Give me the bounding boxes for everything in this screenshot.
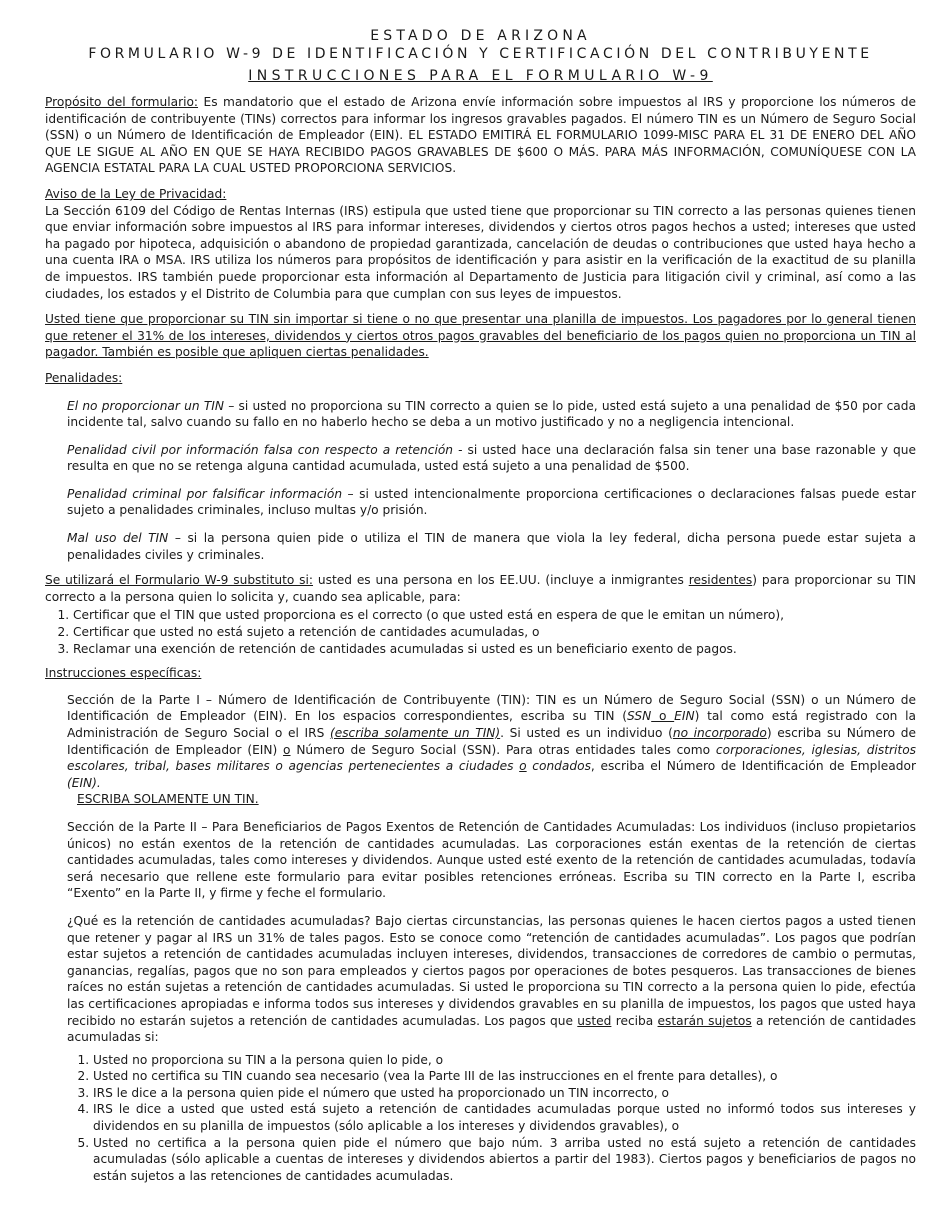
specific-instructions-heading: Instrucciones específicas:: [45, 666, 202, 681]
usted-term: usted: [577, 1013, 612, 1028]
privacy-text: La Sección 6109 del Código de Rentas Internas (IRS) estipula que usted tiene que proporcionar su TIN correcto a las personas quienes tienen que enviar información sobre impuestos al IRS para informar intereses, dividendos y ciertos otros pagos hechos a usted; intereses que usted ha pagado por hipoteca, adquisición o abandono de propiedad garantizada, cancelación de deudas o contribuciones que usted haya hecho a una cuenta IRA o MSA. IRS utiliza los números para propósitos de identificación y para asistir en la verificación de la exactitud de su planilla de impuestos. IRS también puede proporcionar esta información al Departamento de Justicia para litigación civil y criminal, así como a las ciudades, los estados y el Distrito de Columbia para que cumplan con sus leyes de impuestos.: [45, 203, 916, 301]
substitute-text-b: ) para proporcionar su TIN correcto a la persona quien lo solicita y, cuando sea aplicable, para:: [45, 573, 916, 604]
ssn-term: SSN: [627, 709, 652, 724]
list-item: 3. IRS le dice a la persona quien pide el número que usted ha proporcionado un TIN incorrecto, o: [93, 1085, 916, 1102]
penalty-text: - si usted hace una declaración falsa sin tener una base razonable y que resulta en que no se retenga alguna cantidad acumulada, usted está sujeto a una penalidad de $500.: [67, 442, 916, 474]
penalty-text: – si la persona quien pide o utiliza el TIN de manera que viola la ley federal, dicha persona puede estar sujeta a penalidades civiles y criminales.: [67, 531, 916, 562]
entities-term: corporaciones, iglesias, distritos escolares, tribal, bases militares o agencias pertenecientes a ciudades: [67, 742, 916, 774]
penalty-title: El no proporcionar un TIN: [67, 398, 224, 413]
subject-term: estarán sujetos: [657, 1013, 752, 1028]
part1-text: Número de Seguro Social (SSN). Para otras entidades tales como: [290, 742, 716, 757]
penalty-title: Penalidad civil por información falsa con respecto a retención: [67, 442, 454, 457]
penalty-item: [45, 398, 916, 431]
specific-instructions-heading-line: [45, 665, 916, 682]
unincorporated-term: no incorporado: [672, 726, 767, 740]
list-item: 3. Reclamar una exención de retención de cantidades acumuladas si usted es un beneficiario exento de pagos.: [73, 641, 916, 658]
list-item: 4. IRS le dice a usted que usted está sujeto a retención de cantidades acumuladas porque usted no informó todos sus intereses y dividendos en su planilla de impuestos (sólo aplicable a los intereses y dividendos gravables), o: [93, 1101, 916, 1134]
purpose-heading: Propósito del formulario:: [45, 95, 199, 109]
penalty-title: Mal uso del TIN: [67, 531, 169, 546]
part1-text: . Si usted es un individuo (: [500, 726, 673, 740]
penalty-title: Penalidad criminal por falsificar información: [67, 486, 343, 501]
penalty-item: [45, 442, 916, 475]
ein-term: EIN: [674, 709, 695, 724]
tin-requirement-paragraph: Usted tiene que proporcionar su TIN sin importar si tiene o no que presentar una planilla de impuestos. Los pagadores por lo general tienen que retener el 31% de los intereses, dividendos y ciertos otros pagos gravables del beneficiario de los pagos quien no proporciona un TIN al pagador. También es posible que apliquen ciertas penalidades.: [45, 312, 916, 360]
or-term: o: [519, 759, 527, 774]
substitute-paragraph: [45, 572, 916, 605]
header-state: ESTADO DE ARIZONA: [370, 28, 591, 44]
penalty-item: [45, 486, 916, 519]
penalties-heading-line: [45, 370, 916, 387]
counties-term: condados: [526, 759, 591, 774]
withholding-text: reciba: [611, 1013, 658, 1028]
privacy-heading: Aviso de la Ley de Privacidad:: [45, 186, 227, 201]
purpose-paragraph: [45, 94, 916, 177]
list-item: 2. Usted no certifica su TIN cuando sea necesario (vea la Parte III de las instrucciones en el frente para detalles), o: [93, 1068, 916, 1085]
part1-text: ) escriba su Número de Identificación de Empleador (EIN): [67, 726, 916, 757]
backup-withholding-paragraph: [45, 913, 916, 1046]
list-item: 1. Usted no proporciona su TIN a la persona quien lo pide, o: [93, 1052, 916, 1069]
residents-term: residentes: [688, 573, 753, 588]
part2-paragraph: Sección de la Parte II – Para Beneficiarios de Pagos Exentos de Retención de Cantidades Acumuladas: Los individuos (incluso propietarios únicos) no están exentos de la retención de cantidades acumuladas. Las corporaciones están exentas de la retención de ciertas cantidades acumuladas, tales como intereses y dividendos. Aunque usted esté exento de la retención de cantidades acumuladas, todavía será necesario que rellene este formulario para evitar posibles retenciones erróneas. Escriba su TIN correcto en la Parte I, escriba “Exento” en la Parte II, y firme y feche el formulario.: [67, 819, 916, 901]
part1-text: Sección de la Parte I – Número de Identificación de Contribuyente (TIN): TIN es un Número de Seguro Social (SSN) o un Número de Identificación de Empleador (EIN). En los espacios correspondientes, escriba su TIN (: [67, 692, 916, 724]
penalty-text: – si usted intencionalmente proporciona certificaciones o declaraciones falsas puede estar sujeto a penalidades criminales, incluso multas y/o prisión.: [67, 486, 916, 518]
or-term: o: [651, 709, 675, 724]
part1-text: , escriba el Número de Identificación de Empleador: [590, 759, 916, 774]
or-term: o: [283, 742, 291, 757]
penalty-item: [45, 530, 916, 563]
purpose-text: Es mandatorio que el estado de Arizona envíe información sobre impuestos al IRS y proporcione los números de identificación de contribuyente (TINs) correctos para informar los ingresos gravables pagados. El número TIN es un Número de Seguro Social (SSN) o un Número de Identificación de Empleador (EIN). EL ESTADO EMITIRÁ EL FORMULARIO 1099-MISC PARA EL 31 DE ENERO DEL AÑO QUE LE SIGUE AL AÑO EN QUE SE HAYA RECIBIDO PAGOS GRAVABLES DE $600 O MÁS. PARA MÁS INFORMACIÓN, COMUNÍQUESE CON LA AGENCIA ESTATAL PARA LA CUAL USTED PROPORCIONA SERVICIOS.: [45, 95, 916, 176]
withholding-text: a retención de cantidades acumuladas si:: [67, 1013, 916, 1045]
one-tin-emphasis: ESCRIBA SOLAMENTE UN TIN.: [77, 792, 259, 807]
withholding-text: ¿Qué es la retención de cantidades acumuladas? Bajo ciertas circunstancias, las personas quienes le hacen ciertos pagos a usted tienen que retener y pagar al IRS un 31% de tales pagos. Esto se conoce como “retención de cantidades acumuladas”. Los pagos que podrían estar sujetos a retención de cantidades acumuladas incluyen intereses, dividendos, transacciones de corredores de cambio o permutas, ganancias, regalías, pagos que no son para empleados y ciertos pagos por operaciones de botes pesqueros. Las transacciones de bienes raíces no están sujetas a retención de cantidades acumuladas. Si usted le proporciona su TIN correcto a la persona quien lo pide, efectúa las certificaciones apropiadas e informa todos sus intereses y dividendos gravables en su planilla de impuestos, los pagos que usted haya recibido no estarán sujetos a retención de cantidades acumuladas. Los pagos que: [67, 913, 916, 1028]
substitute-text-a: usted es una persona en los EE.UU. (incluye a inmigrantes: [313, 573, 689, 588]
privacy-heading-line: [45, 186, 916, 203]
withholding-list: [67, 1052, 916, 1185]
penalty-text: – si usted no proporciona su TIN correcto a quien se lo pide, usted está sujeto a una penalidad de $50 por cada incidente tal, salvo cuando su fallo en no haberlo hecho se deba a un motivo justificado y no a negligencia intencional.: [67, 398, 916, 430]
document-page: [45, 27, 916, 1184]
list-item: 1. Certificar que el TIN que usted proporciona es el correcto (o que usted está en espera de que le emitan un número),: [73, 607, 916, 624]
substitute-heading: Se utilizará el Formulario W-9 substituto si:: [45, 573, 314, 588]
header-form-title: FORMULARIO W-9 DE IDENTIFICACIÓN Y CERTIFICACIÓN DEL CONTRIBUYENTE: [88, 46, 873, 62]
one-tin-note: (escriba solamente un TIN): [329, 726, 501, 740]
penalties-heading: Penalidades:: [45, 370, 123, 385]
part1-text: ) tal como está registrado con la Administración de Seguro Social o el IRS: [67, 709, 916, 740]
withholding-list-wrapper: [45, 1052, 916, 1185]
list-item: 5. Usted no certifica a la persona quien pide el número que bajo núm. 3 arriba usted no está sujeto a retención de cantidades acumuladas (sólo aplicable a cuentas de intereses y dividendos abiertos a partir del 1983). Ciertos pagos y beneficiarios de pagos no están sujetos a las retenciones de cantidades acumuladas.: [93, 1135, 916, 1185]
part1-paragraph: [45, 692, 916, 808]
substitute-list: [45, 607, 916, 657]
list-item: 2. Certificar que usted no está sujeto a retención de cantidades acumuladas, o: [73, 624, 916, 641]
ein-abbrev: (EIN).: [67, 775, 101, 790]
header-instructions-title: INSTRUCCIONES PARA EL FORMULARIO W-9: [248, 68, 713, 84]
